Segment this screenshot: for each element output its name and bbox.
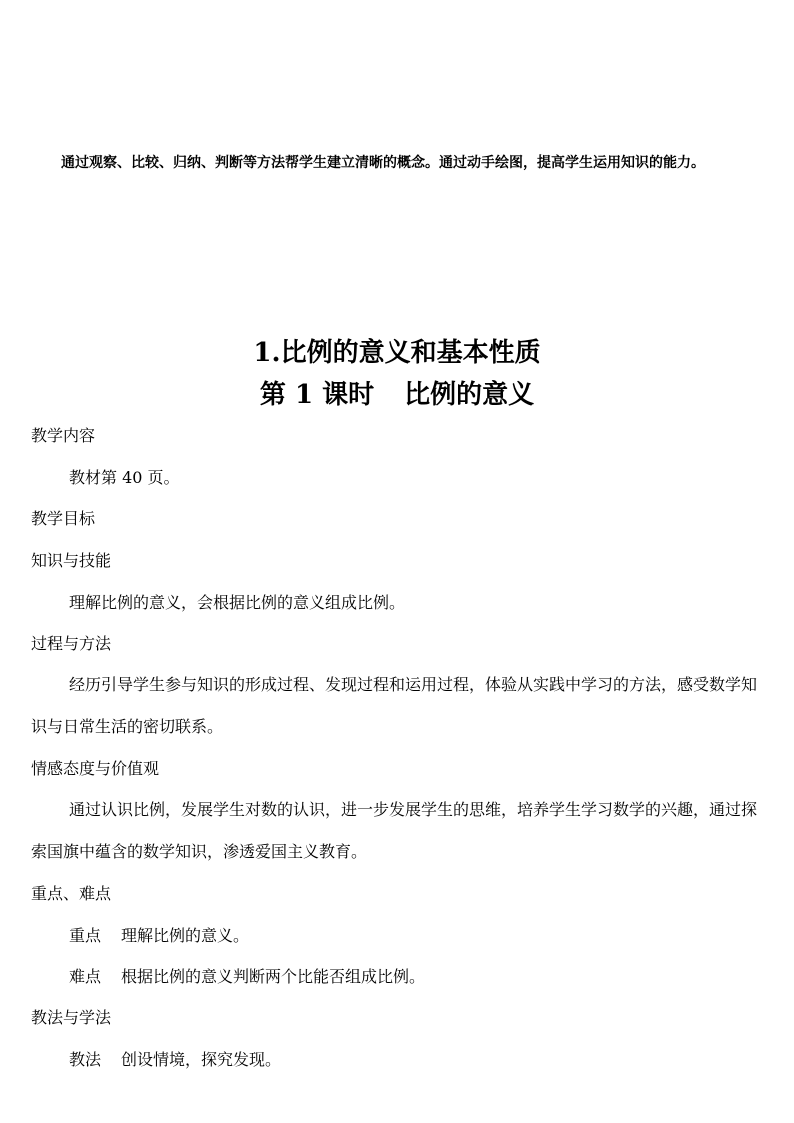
teach-text: 创设情境，探究发现。 bbox=[121, 1050, 282, 1069]
content-heading: 教学内容 bbox=[31, 426, 96, 445]
key-point-line bbox=[69, 926, 766, 946]
intro-paragraph: 通过观察、比较、归纳、判断等方法帮学生建立清晰的概念。通过动手绘图，提高学生运用知识的能力。 bbox=[61, 155, 705, 171]
difficulty-text: 根据比例的意义判断两个比能否组成比例。 bbox=[121, 967, 426, 986]
knowledge-text: 理解比例的意义，会根据比例的意义组成比例。 bbox=[69, 593, 406, 612]
key-label: 重点 bbox=[69, 926, 102, 945]
process-text: 经历引导学生参与知识的形成过程、发现过程和运用过程，体验从实践中学习的方法，感受数学知识与日常生活的密切联系。 bbox=[31, 675, 758, 736]
keypoints-heading: 重点、难点 bbox=[31, 884, 112, 903]
teach-label: 教法 bbox=[69, 1050, 102, 1069]
content-text: 教材第 40 页。 bbox=[69, 468, 180, 487]
emotion-text: 通过认识比例，发展学生对数的认识，进一步发展学生的思维，培养学生学习数学的兴趣，通过探索国旗中蕴含的数学知识，渗透爱国主义教育。 bbox=[31, 800, 758, 861]
methods-heading: 教法与学法 bbox=[31, 1008, 112, 1027]
lesson-subtitle bbox=[0, 375, 794, 415]
document-title: 1.比例的意义和基本性质 bbox=[253, 338, 541, 368]
teach-method-line bbox=[69, 1050, 766, 1070]
key-text: 理解比例的意义。 bbox=[121, 926, 250, 945]
lesson-number: 第 1 课时 bbox=[259, 380, 375, 410]
difficulty-label: 难点 bbox=[69, 967, 102, 986]
lesson-name: 比例的意义 bbox=[404, 380, 535, 410]
knowledge-heading: 知识与技能 bbox=[31, 551, 112, 570]
difficulty-line bbox=[69, 967, 766, 987]
process-heading: 过程与方法 bbox=[31, 634, 112, 653]
goals-heading: 教学目标 bbox=[31, 509, 96, 528]
emotion-heading: 情感态度与价值观 bbox=[31, 759, 160, 778]
